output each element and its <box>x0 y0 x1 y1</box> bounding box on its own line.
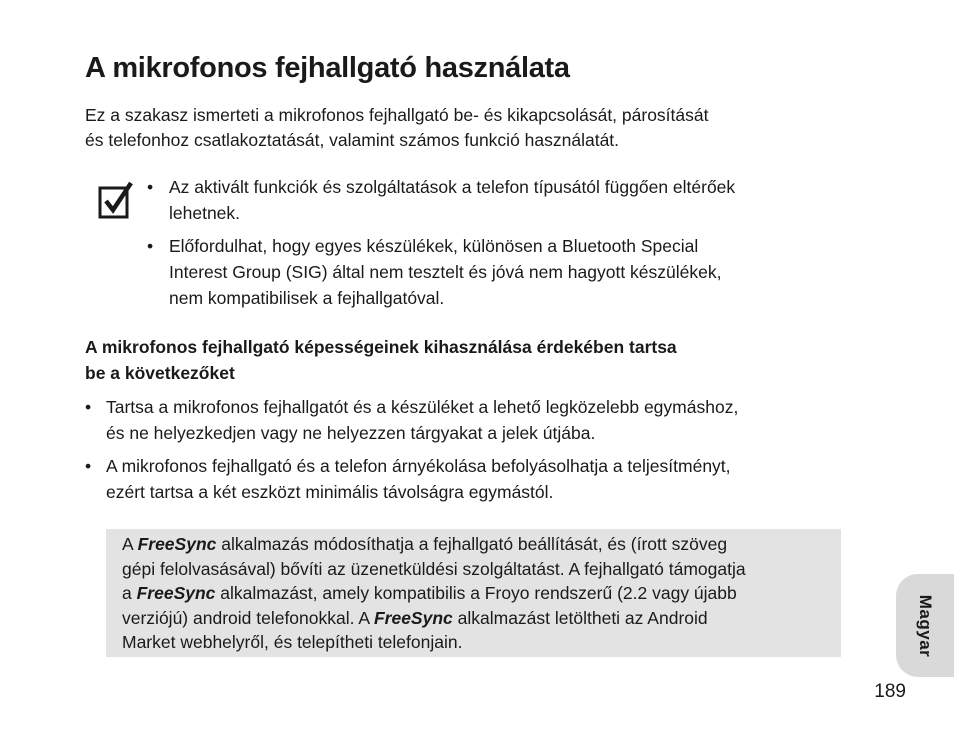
info-line <box>122 532 825 557</box>
intro-line: és telefonhoz csatlakoztatását, valamint számos funkció használatát. <box>85 130 620 150</box>
info-text: alkalmazás módosíthatja a fejhallgató beállítását, és (írott szöveg <box>216 534 728 554</box>
tips-list <box>85 394 845 512</box>
app-name: FreeSync <box>373 607 453 628</box>
info-text: verziójú) android telefonokkal. A <box>122 607 374 628</box>
note-item <box>145 174 845 226</box>
bullet: • <box>85 456 92 476</box>
language-label: Magyar <box>916 594 935 658</box>
section-subheading <box>85 334 845 386</box>
tip-line: és ne helyezkedjen vagy ne helyezzen tárgyakat a jelek útjába. <box>106 423 596 443</box>
page-title: A mikrofonos fejhallgató használata <box>85 52 570 84</box>
note-list <box>145 174 845 318</box>
subheading-line: be a következőket <box>85 363 235 383</box>
bullet: • <box>147 236 154 256</box>
note-line: Előfordulhat, hogy egyes készülékek, különösen a Bluetooth Special <box>169 236 699 256</box>
freesync-info-box <box>106 529 841 657</box>
tip-line: ezért tartsa a két eszközt minimális távolságra egymástól. <box>106 482 554 502</box>
info-text: a <box>122 583 137 603</box>
bullet: • <box>147 177 154 197</box>
note-item <box>145 233 845 311</box>
info-text: alkalmazást letöltheti az Android <box>452 607 708 628</box>
tip-item <box>85 394 845 446</box>
note-line: nem kompatibilisek a fejhallgatóval. <box>169 288 445 308</box>
note-line: Interest Group (SIG) által nem tesztelt és jóvá nem hagyott készülékek, <box>169 262 722 282</box>
intro-paragraph <box>85 103 845 153</box>
app-name: FreeSync <box>136 583 216 603</box>
intro-line: Ez a szakasz ismerteti a mikrofonos fejhallgató be- és kikapcsolását, párosítását <box>85 105 709 125</box>
info-line: Market webhelyről, és telepítheti telefonjain. <box>122 632 463 652</box>
note-line: lehetnek. <box>169 203 241 223</box>
info-line <box>122 606 825 631</box>
tip-line: A mikrofonos fejhallgató és a telefon árnyékolása befolyásolhatja a teljesítményt, <box>106 456 731 476</box>
note-line: Az aktivált funkciók és szolgáltatások a telefon típusától függően eltérőek <box>169 177 736 197</box>
app-name: FreeSync <box>137 534 217 554</box>
page-number: 189 <box>874 681 906 702</box>
bullet: • <box>85 397 92 417</box>
info-line <box>122 581 825 606</box>
tip-item <box>85 453 845 505</box>
info-text: alkalmazást, amely kompatibilis a Froyo rendszerű (2.2 vagy újabb <box>215 583 737 603</box>
subheading-line: A mikrofonos fejhallgató képességeinek kihasználása érdekében tartsa <box>85 337 677 357</box>
checkbox-note-icon <box>98 181 134 219</box>
tip-line: Tartsa a mikrofonos fejhallgatót és a készüléket a lehető legközelebb egymáshoz, <box>106 397 739 417</box>
info-text: A <box>122 534 138 554</box>
info-line: gépi felolvasásával) bővíti az üzenetküldési szolgáltatást. A fejhallgató támogatja <box>122 558 746 579</box>
